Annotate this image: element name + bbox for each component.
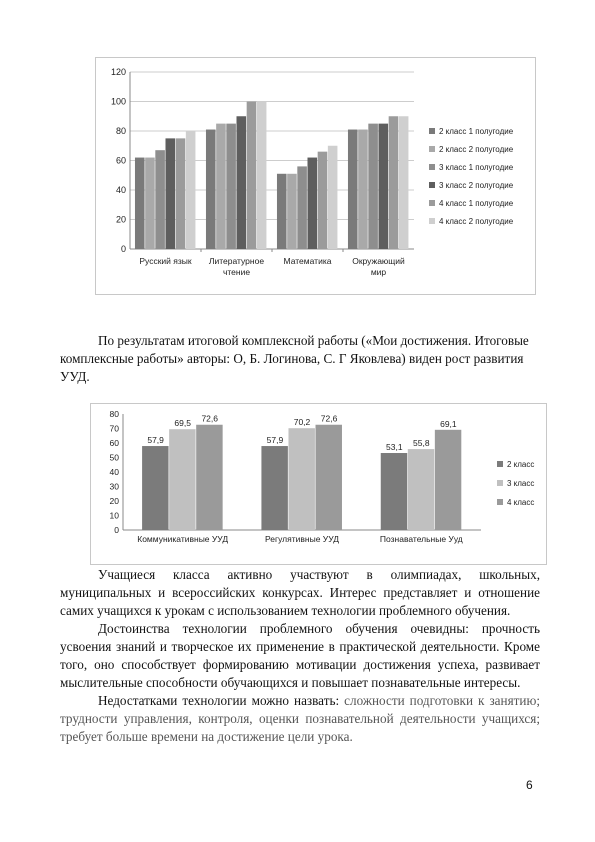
bar — [196, 425, 222, 530]
bar — [389, 116, 399, 249]
bar — [308, 158, 318, 249]
intro-paragraph: По результатам итоговой комплексной работы («Мои достижения. Итоговые комплексные работы» авторы: О, Б. Логинова, С. Г Яковлева) виден рост развития УУД. — [60, 333, 529, 384]
bar — [135, 158, 145, 249]
legend-swatch — [429, 164, 435, 170]
bar — [206, 130, 216, 249]
y-tick-label: 50 — [109, 452, 119, 463]
y-tick-label: 20 — [109, 496, 119, 506]
category-label: Познавательные Ууд — [379, 534, 463, 544]
category-label: чтение — [222, 267, 251, 277]
bar — [358, 130, 368, 249]
legend-label: 3 класс 1 полугодие — [439, 163, 514, 172]
disadvantages-lead: Недостатками технологии можно назвать: — [98, 693, 345, 708]
y-tick-label: 60 — [115, 155, 126, 166]
data-label: 53,1 — [386, 442, 403, 453]
semester-results-chart — [95, 57, 536, 295]
y-tick-label: 70 — [109, 423, 119, 434]
y-tick-label: 80 — [109, 409, 119, 419]
legend-swatch — [429, 146, 435, 152]
bar — [435, 430, 461, 530]
y-tick-label: 20 — [115, 214, 126, 225]
bar — [348, 130, 358, 249]
legend-label: 2 класс 2 полугодие — [439, 145, 514, 154]
legend-swatch — [429, 218, 435, 224]
legend-label: 4 класс 2 полугодие — [439, 217, 514, 226]
bar — [379, 124, 389, 249]
bar — [169, 429, 195, 530]
bar — [399, 116, 409, 249]
category-label: Коммуникативные УУД — [137, 534, 229, 544]
bar — [142, 446, 168, 530]
y-tick-label: 40 — [115, 185, 126, 195]
category-label: Русский язык — [139, 256, 192, 266]
legend-label: 3 класс 2 полугодие — [439, 181, 514, 190]
bar — [216, 124, 226, 249]
bar — [155, 150, 165, 249]
bar — [381, 453, 407, 530]
category-label: Окружающий — [352, 256, 405, 266]
y-tick-label: 120 — [110, 67, 126, 77]
data-label: 69,5 — [174, 418, 191, 429]
disadvantages-paragraph — [60, 692, 540, 746]
legend-swatch — [429, 200, 435, 206]
data-label: 70,2 — [293, 417, 311, 428]
bar — [318, 152, 328, 249]
category-label: Регулятивные УУД — [265, 534, 339, 544]
legend-swatch — [497, 461, 503, 467]
uud-growth-chart — [90, 403, 547, 565]
legend-swatch — [497, 480, 503, 486]
legend-label: 3 класс — [507, 479, 535, 488]
data-label: 69,1 — [440, 418, 457, 429]
bar — [328, 146, 338, 249]
legend-swatch — [429, 128, 435, 134]
bar — [257, 102, 267, 250]
y-tick-label: 60 — [109, 438, 119, 448]
participation-paragraph: Учащиеся класса активно участвуют в олимпиадах, школьных, муниципальных и всероссийских конкурсах. Интерес представляет и отношение самих учащихся к урокам с использованием технологии проблемного обучения. — [60, 567, 540, 618]
category-label: Литературное — [208, 256, 265, 266]
bar — [368, 124, 378, 249]
bar — [408, 449, 434, 530]
y-tick-label: 30 — [109, 481, 119, 492]
bar — [176, 138, 186, 249]
legend-label: 2 класс — [507, 460, 535, 469]
y-tick-label: 80 — [115, 126, 126, 136]
bar — [237, 116, 247, 249]
data-label: 72,6 — [320, 413, 338, 424]
category-label: мир — [370, 267, 387, 277]
legend-label: 2 класс 1 полугодие — [439, 127, 514, 136]
bar — [186, 131, 196, 249]
category-label: Математика — [283, 256, 332, 266]
y-tick-label: 100 — [110, 96, 126, 107]
disadvantages-list: сложности подготовки к занятию; трудности управления, контроля, оценки познавательной деятельности учащихся; требует больше времени на достижение цели урока. — [60, 693, 540, 744]
legend-label: 4 класс 1 полугодие — [439, 199, 514, 208]
bar — [226, 124, 236, 249]
bar — [145, 158, 155, 249]
page-number: 6 — [526, 778, 533, 792]
legend-swatch — [497, 499, 503, 505]
bar — [247, 102, 257, 250]
data-label: 57,9 — [266, 435, 284, 446]
bar — [277, 174, 287, 249]
advantages-paragraph: Достоинства технологии проблемного обучения очевидны: прочность усвоения знаний и творческое их применение в практической деятельности. Кроме того, оно способствует формированию мотивации достижения успеха, развивает мыслительные способности обучающихся и повышает познавательные интересы. — [60, 621, 540, 690]
legend-label: 4 класс — [507, 498, 535, 507]
y-tick-label: 10 — [109, 510, 119, 521]
bar — [261, 446, 287, 530]
data-label: 72,6 — [201, 413, 218, 424]
bar — [166, 138, 176, 249]
y-tick-label: 0 — [120, 244, 126, 254]
y-tick-label: 0 — [114, 525, 119, 535]
bar — [287, 174, 297, 249]
y-tick-label: 40 — [109, 467, 119, 477]
bar — [297, 166, 307, 249]
bar — [288, 428, 314, 530]
data-label: 57,9 — [147, 435, 164, 446]
semester-results-chart-svg — [96, 58, 535, 294]
data-label: 55,8 — [413, 438, 430, 449]
uud-growth-chart-svg — [91, 404, 546, 564]
legend-swatch — [429, 182, 435, 188]
bar — [316, 425, 342, 530]
